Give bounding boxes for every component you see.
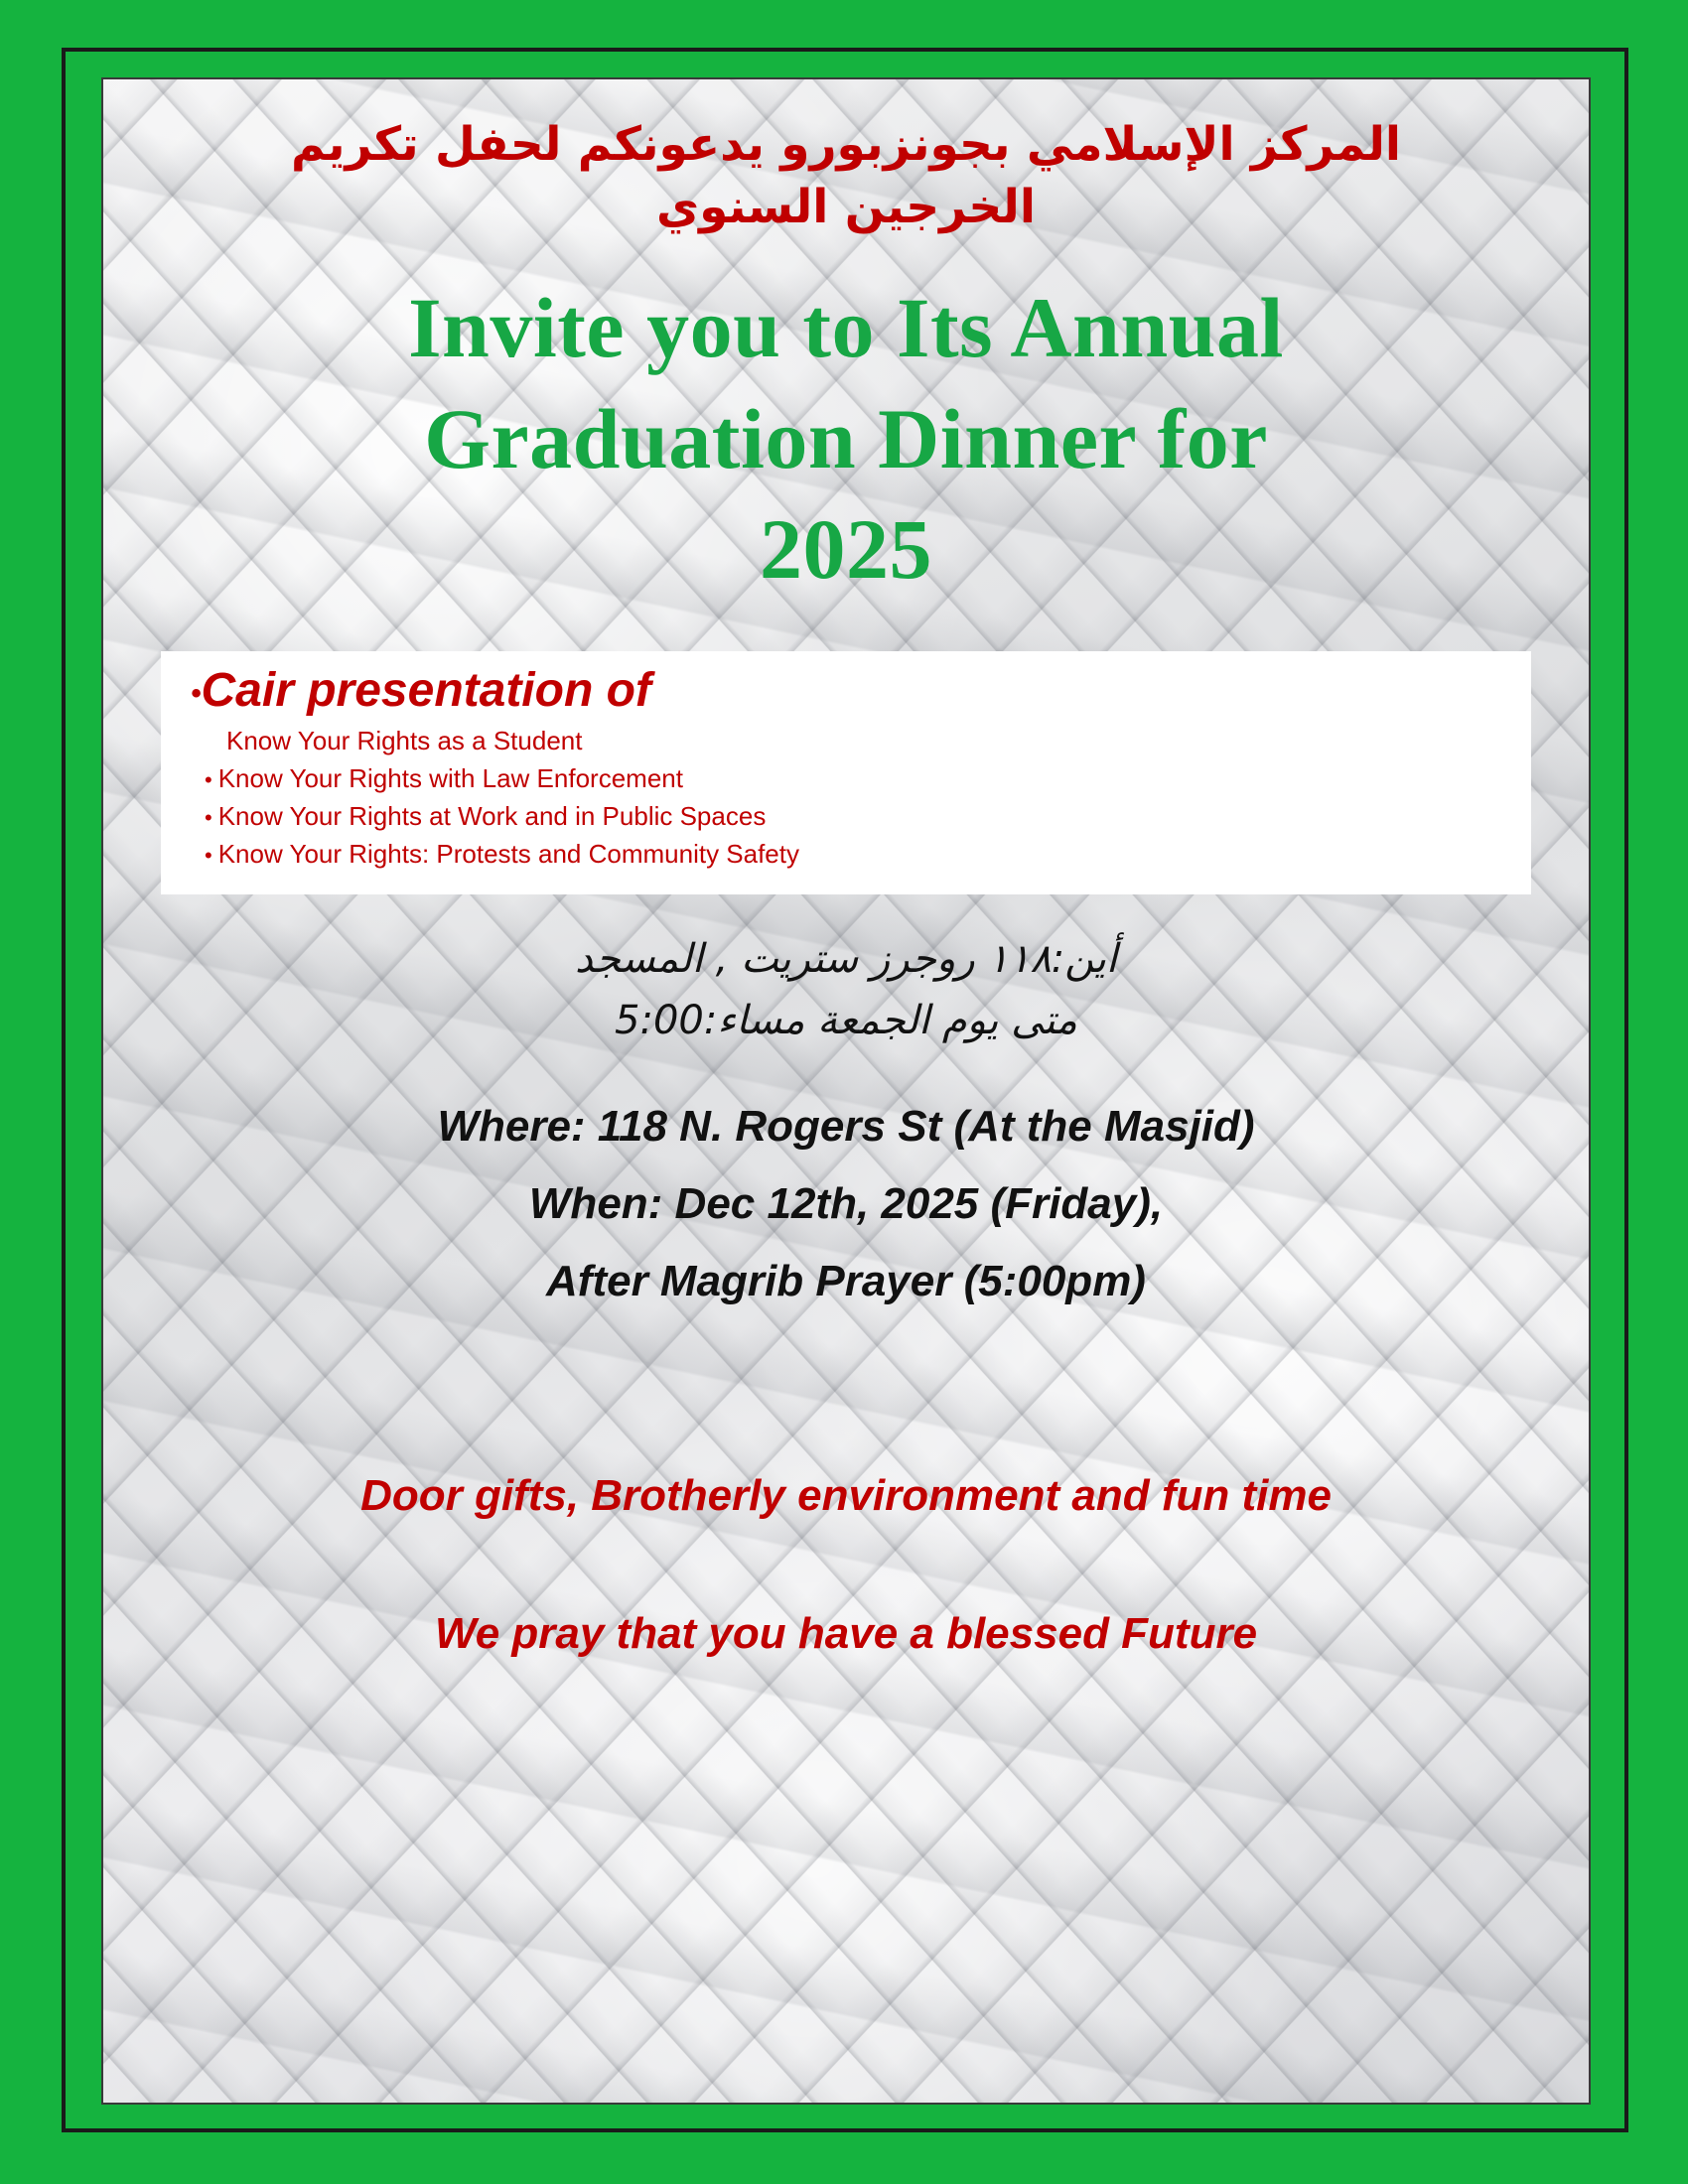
program-title-row: [191, 665, 1501, 718]
program-title: Cair presentation of: [201, 664, 651, 718]
program-item-4-row: [205, 839, 1501, 870]
closing-line-2: We pray that you have a blessed Future: [434, 1609, 1258, 1659]
english-heading-line-2: Graduation Dinner for: [424, 390, 1268, 486]
english-heading-line-3: 2025: [760, 501, 932, 598]
program-box: [161, 651, 1531, 894]
program-item-2-row: [205, 763, 1501, 794]
program-item-3-row: [205, 801, 1501, 832]
program-item-4: Know Your Rights: Protests and Community Safety: [217, 839, 799, 870]
closing-line-1: Door gifts, Brotherly environment and fun time: [360, 1470, 1332, 1520]
arabic-details-line-2: متى يوم الجمعة مساء:5:00: [615, 998, 1077, 1044]
bullet-icon: •: [205, 843, 212, 869]
program-item-3: Know Your Rights at Work and in Public Spaces: [217, 801, 767, 832]
arabic-heading-line-2: الخرجين السنوي: [656, 180, 1036, 235]
bullet-icon: •: [191, 677, 202, 711]
arabic-heading-line-1: المركز الإسلامي بجونزبورو يدعونكم لحفل تكريم: [290, 117, 1402, 172]
english-heading-line-1: Invite you to Its Annual: [408, 279, 1284, 375]
arabic-details: [207, 928, 1485, 1051]
bullet-icon: •: [205, 767, 212, 793]
program-item-2: Know Your Rights with Law Enforcement: [217, 763, 683, 794]
poster-inner-content: [103, 79, 1589, 2103]
arabic-details-line-1: أين:١١٨ روجرز ستريت , المسجد: [575, 936, 1117, 983]
detail-where: Where: 118 N. Rogers St (At the Masjid): [437, 1102, 1255, 1152]
detail-when: When: Dec 12th, 2025 (Friday),: [528, 1179, 1164, 1229]
program-item-1: Know Your Rights as a Student: [226, 726, 583, 756]
poster-content-panel: [101, 77, 1591, 2105]
detail-after-prayer: After Magrib Prayer (5:00pm): [546, 1257, 1146, 1306]
arabic-heading: [165, 113, 1527, 239]
bullet-icon: •: [205, 805, 212, 831]
english-heading: [236, 273, 1456, 606]
